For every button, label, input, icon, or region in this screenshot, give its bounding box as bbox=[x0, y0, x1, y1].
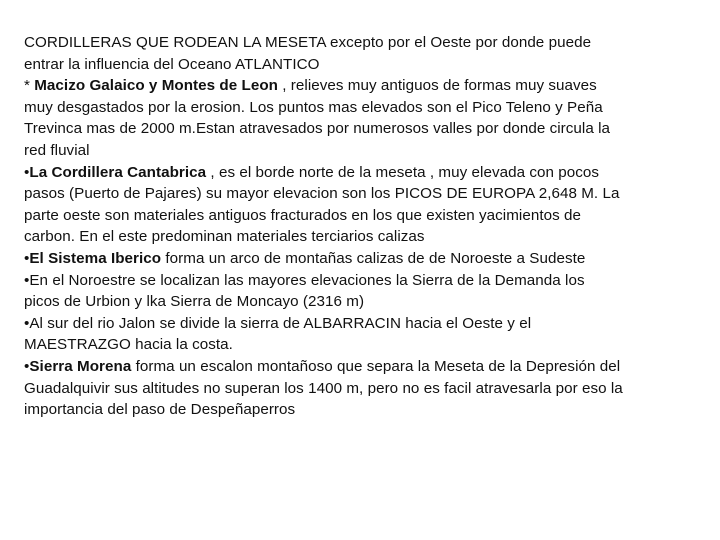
item-prefix: * bbox=[24, 77, 35, 95]
intro-paragraph bbox=[24, 32, 624, 75]
item-heading: Sierra Morena bbox=[29, 357, 132, 375]
item-text: Al sur del rio Jalon se divide la sierra de ALBARRACIN hacia el Oeste y el MAESTRAZGO hacia la costa. bbox=[24, 314, 532, 354]
item-bullet: • bbox=[24, 249, 30, 267]
item-bullet: • bbox=[24, 271, 30, 289]
item-text: forma un escalon montañoso que separa la Meseta de la Depresión del Guadalquivir sus altitudes no superan los 1400 m, pero no es facil atravesarla por eso la importancia del paso de Despeñaperros bbox=[24, 357, 623, 419]
item-cordillera-cantabrica bbox=[24, 162, 624, 248]
intro-text: CORDILLERAS QUE RODEAN LA MESETA excepto por el Oeste por donde puede entrar la influencia del Oceano ATLANTICO bbox=[24, 34, 592, 73]
item-macizo-galaico bbox=[24, 75, 624, 161]
item-sistema-iberico bbox=[24, 248, 624, 270]
item-bullet: • bbox=[24, 357, 30, 375]
item-bullet: • bbox=[24, 314, 30, 332]
item-text: , es el borde norte de la meseta , muy elevada con pocos pasos (Puerto de Pajares) su mayor elevacion son los PICOS DE EUROPA 2,648 M. La parte oeste son materiales antiguos fracturados en los que existen yacimientos de carbon. En el este predominan materiales terciarios calizas bbox=[24, 163, 620, 246]
item-text: , relieves muy antiguos de formas muy suaves muy desgastados por la erosion. Los puntos mas elevados son el Pico Teleno y Peña Trevinca mas de 2000 m.Estan atravesados por numerosos valles por donde circula la red fluvial bbox=[24, 77, 611, 159]
item-sierra-morena bbox=[24, 356, 624, 421]
text-body bbox=[24, 32, 624, 421]
item-sur-jalon bbox=[24, 313, 624, 356]
item-noroeste bbox=[24, 270, 624, 313]
item-bullet: • bbox=[24, 163, 30, 181]
item-heading: El Sistema Iberico bbox=[29, 249, 162, 267]
item-heading: La Cordillera Cantabrica bbox=[29, 163, 207, 181]
item-text: forma un arco de montañas calizas de de Noroeste a Sudeste bbox=[161, 249, 586, 267]
item-heading: Macizo Galaico y Montes de Leon bbox=[34, 77, 278, 95]
item-text: En el Noroestre se localizan las mayores elevaciones la Sierra de la Demanda los picos de Urbion y lka Sierra de Moncayo (2316 m) bbox=[24, 271, 585, 311]
